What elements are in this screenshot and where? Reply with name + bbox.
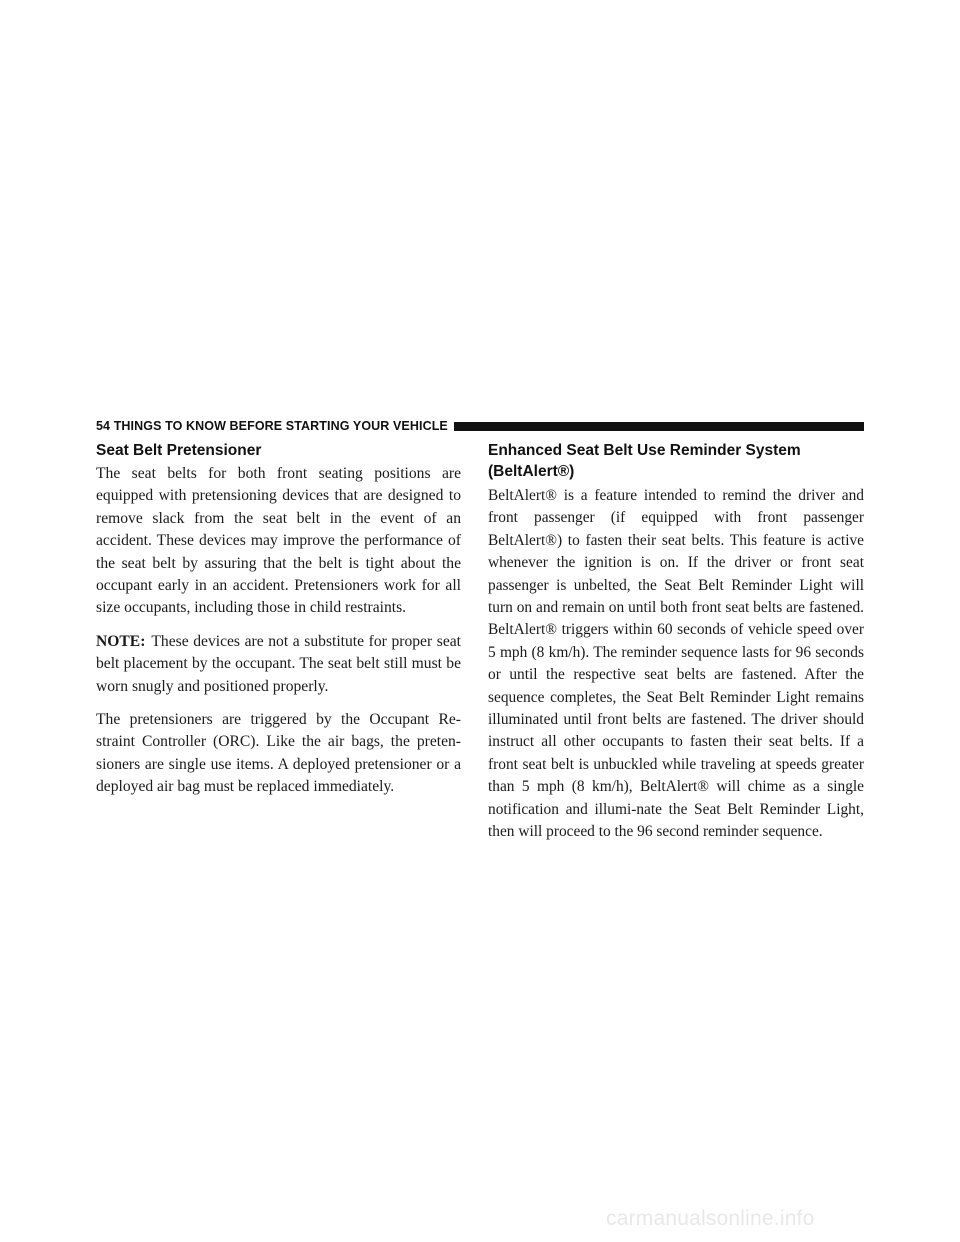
page-number: 54 bbox=[96, 419, 111, 433]
note-text: These devices are not a substitute for proper seat belt placement by the occupant. The seat belt still must be worn snugly and positioned properly. bbox=[96, 632, 461, 695]
note-label: NOTE: bbox=[96, 632, 146, 650]
trigger-paragraph: The pretensioners are triggered by the Occupant Re-straint Controller (ORC). Like the air bags, the preten-sioners are single use items. A deployed pretensioner or a deployed air bag must be replaced immediately. bbox=[96, 711, 461, 796]
heading-seat-belt-pretensioner: Seat Belt Pretensioner bbox=[96, 442, 262, 459]
watermark-text: carmanualsonline.info bbox=[606, 1207, 815, 1230]
left-column bbox=[96, 440, 461, 810]
page-header-text bbox=[96, 419, 448, 433]
header-rule bbox=[454, 422, 864, 431]
page-header bbox=[96, 418, 864, 434]
heading-beltalert: Enhanced Seat Belt Use Reminder System (BeltAlert®) bbox=[488, 442, 801, 480]
section-title: THINGS TO KNOW BEFORE STARTING YOUR VEHICLE bbox=[113, 419, 448, 433]
beltalert-paragraph: BeltAlert® is a feature intended to remind the driver and front passenger (if equipped with front passenger BeltAlert®) to fasten their seat belts. This feature is active whenever the ignition is on. If the driver or front seat passenger is unbelted, the Seat Belt Reminder Light will turn on and remain on until both front seat belts are fastened. BeltAlert® triggers within 60 seconds of vehicle speed over 5 mph (8 km/h). The reminder sequence lasts for 96 seconds or until the respective seat belts are fastened. After the sequence completes, the Seat Belt Reminder Light remains illuminated until front belts are fastened. The driver should instruct all other occupants to fasten their seat belts. If a front seat belt is unbuckled while traveling at speeds greater than 5 mph (8 km/h), BeltAlert® will chime as a single notification and illumi-nate the Seat Belt Reminder Light, then will proceed to the 96 second reminder sequence. bbox=[488, 487, 864, 841]
pretensioner-paragraph: The seat belts for both front seating positions are equipped with pretensioning devices that are designed to remove slack from the seat belt in the event of an accident. These devices may improve the performance of the seat belt by assuring that the belt is tight about the occupant early in an accident. Pretensioners work for all size occupants, including those in child restraints. bbox=[96, 465, 461, 617]
right-column bbox=[488, 440, 864, 855]
note-paragraph bbox=[96, 631, 461, 698]
